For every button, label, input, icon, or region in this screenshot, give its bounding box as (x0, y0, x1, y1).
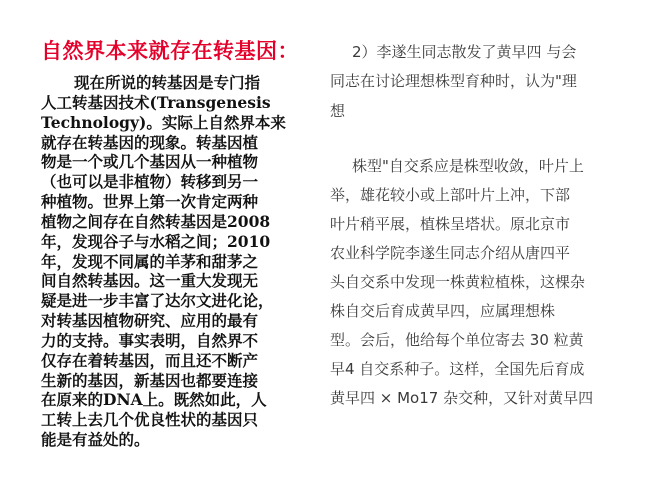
left-text-line: 植物之间存在自然转基因是2008 (41, 212, 271, 231)
right-text-line: 叶片稍平展，植株呈塔状。原北京市 (330, 215, 571, 233)
left-text-line: 力的支持。事实表明，自然界不 (41, 331, 259, 350)
left-text-line: 年，发现谷子与水稻之间；2010 (41, 232, 271, 251)
left-text-line: 仅存在着转基因，而且还不断产 (41, 351, 259, 370)
left-text-line: 疑是进一步丰富了达尔文进化论， (41, 291, 274, 310)
left-text-line: 人工转基因技术(Transgenesis (41, 93, 271, 112)
left-text-line: 间自然转基因。这一重大发现无 (41, 271, 259, 290)
left-text-line: 就存在转基因的现象。转基因植 (41, 133, 259, 152)
left-text-line: 种植物。世界上第一次肯定两种 (41, 192, 259, 211)
right-text-line: 早4 自交系种子。这样，全国先后育成 (330, 360, 585, 378)
right-text-line: 想 (330, 102, 346, 120)
right-text-line: 黄早四 × Mo17 杂交种，又针对黄早四 (330, 389, 594, 407)
left-text-line: 对转基因植物研究、应用的最有 (41, 311, 259, 330)
right-text-line: 头自交系中发现一株黄粒植株，这棵杂 (330, 273, 586, 291)
left-text-line: 年，发现不同属的羊茅和甜茅之 (41, 252, 259, 271)
left-text-line: 物是一个或几个基因从一种植物 (41, 152, 259, 171)
left-text-line: 工转上去几个优良性状的基因只 (41, 410, 259, 429)
right-text-line: 株型"自交系应是株型收敛，叶片上 (352, 157, 584, 175)
left-text-line: 能是有益处的。 (41, 430, 150, 449)
right-text-line: 型。会后，他给每个单位寄去 30 粒黄 (330, 331, 584, 349)
left-text-line: 在原来的DNA上。既然如此，人 (41, 390, 267, 409)
left-column (0, 0, 312, 487)
right-text-line: 同志在讨论理想株型育种时，认为"理 (330, 72, 577, 90)
right-text-line: 举，雄花较小或上部叶片上冲，下部 (330, 186, 571, 204)
right-text-line: 株自交后育成黄早四，应属理想株 (330, 302, 556, 320)
right-text-line: 农业科学院李遂生同志介绍从唐四平 (330, 244, 571, 262)
left-text-line: Technology)。实际上自然界本来 (41, 113, 286, 132)
right-column (312, 0, 650, 487)
left-text-line: （也可以是非植物）转移到另一 (41, 172, 259, 191)
left-text-line: 生新的基因，新基因也都要连接 (41, 371, 259, 390)
left-text-line: 现在所说的转基因是专门指 (74, 73, 261, 92)
right-text-line: 2）李遂生同志散发了黄早四 与会 (352, 43, 577, 61)
section-heading: 自然界本来就存在转基因： (41, 39, 299, 63)
